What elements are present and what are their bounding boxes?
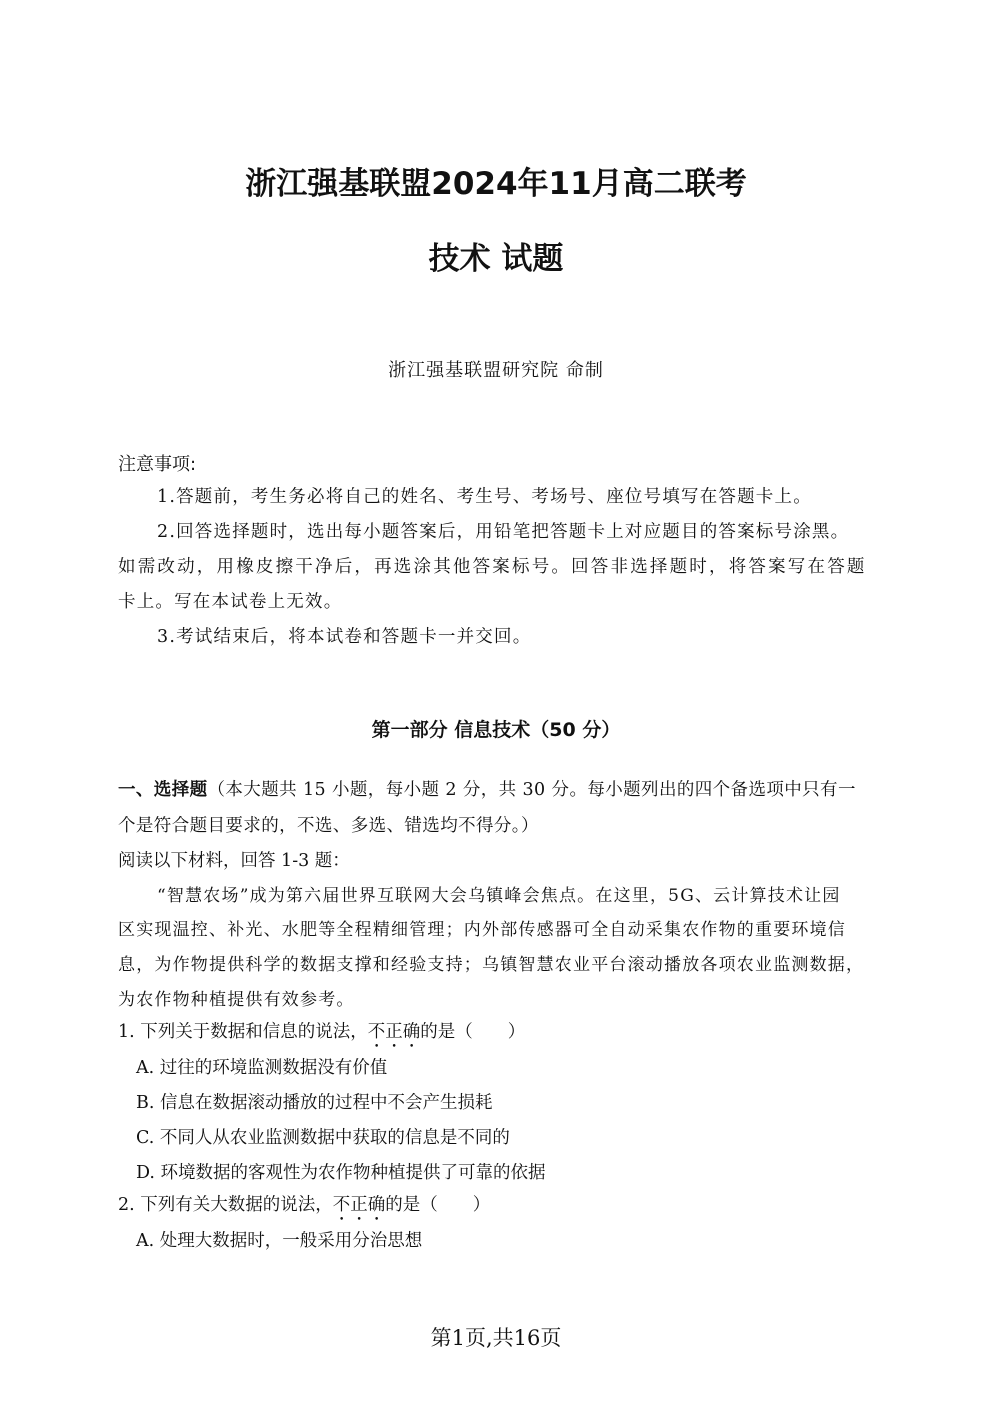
notice-item-1: 1.答题前，考生务必将自己的姓名、考生号、考场号、座位号填写在答题卡上。 <box>157 487 812 507</box>
question-1-option-b: B. 信息在数据滚动播放的过程中不会产生损耗 <box>136 1093 493 1113</box>
exam-subtitle: 技术 试题 <box>428 241 564 277</box>
notice-heading: 注意事项: <box>118 454 197 475</box>
section-instructions-line-2: 个是符合题目要求的，不选、多选、错选均不得分。） <box>118 816 539 836</box>
material-line-4: 为农作物种植提供有效参考。 <box>118 990 355 1010</box>
exam-title: 浙江强基联盟2024年11月高二联考 <box>245 166 747 202</box>
notice-item-2-line-3: 卡上。写在本试卷上无效。 <box>118 592 343 612</box>
part-heading: 第一部分 信息技术（50 分） <box>371 719 621 741</box>
question-1-option-c: C. 不同人从农业监测数据中获取的信息是不同的 <box>136 1128 510 1148</box>
question-2-option-a: A. 处理大数据时，一般采用分治思想 <box>136 1231 423 1251</box>
question-1-emphasis: 不正确 <box>367 1022 421 1042</box>
question-1-option-d: D. 环境数据的客观性为农作物种植提供了可靠的依据 <box>136 1163 546 1183</box>
question-1-stem <box>118 1018 525 1052</box>
section-instructions-line-1: （本大题共 15 小题，每小题 2 分，共 30 分。每小题列出的四个备选项中只有一 <box>207 780 856 800</box>
exam-author: 浙江强基联盟研究院 命制 <box>388 360 604 381</box>
question-2-stem <box>118 1191 490 1225</box>
question-1-stem-suffix: 的是（ ） <box>420 1022 526 1042</box>
section-instructions <box>118 776 856 801</box>
section-label: 一、选择题 <box>118 780 208 800</box>
page-footer: 第1页,共16页 <box>430 1326 562 1350</box>
question-2-stem-suffix: 的是（ ） <box>385 1195 491 1215</box>
question-2-stem-prefix: 2. 下列有关大数据的说法， <box>118 1195 333 1215</box>
question-1-stem-prefix: 1. 下列关于数据和信息的说法， <box>118 1022 368 1042</box>
question-1-option-a: A. 过往的环境监测数据没有价值 <box>136 1058 388 1078</box>
notice-item-2-line-1: 2.回答选择题时，选出每小题答案后，用铅笔把答题卡上对应题目的答案标号涂黑。 <box>157 522 850 542</box>
question-2-emphasis: 不正确 <box>332 1195 386 1215</box>
reading-prompt: 阅读以下材料，回答 1-3 题： <box>118 851 350 871</box>
material-line-1: “智慧农场”成为第六届世界互联网大会乌镇峰会焦点。在这里，5G、云计算技术让园 <box>157 886 841 906</box>
notice-item-3: 3.考试结束后，将本试卷和答题卡一并交回。 <box>157 627 532 647</box>
material-line-2: 区实现温控、补光、水肥等全程精细管理；内外部传感器可全自动采集农作物的重要环境信 <box>118 920 846 940</box>
notice-item-2-line-2: 如需改动，用橡皮擦干净后，再选涂其他答案标号。回答非选择题时，将答案写在答题 <box>118 557 867 577</box>
material-line-3: 息，为作物提供科学的数据支撑和经验支持；乌镇智慧农业平台滚动播放各项农业监测数据， <box>118 955 865 975</box>
